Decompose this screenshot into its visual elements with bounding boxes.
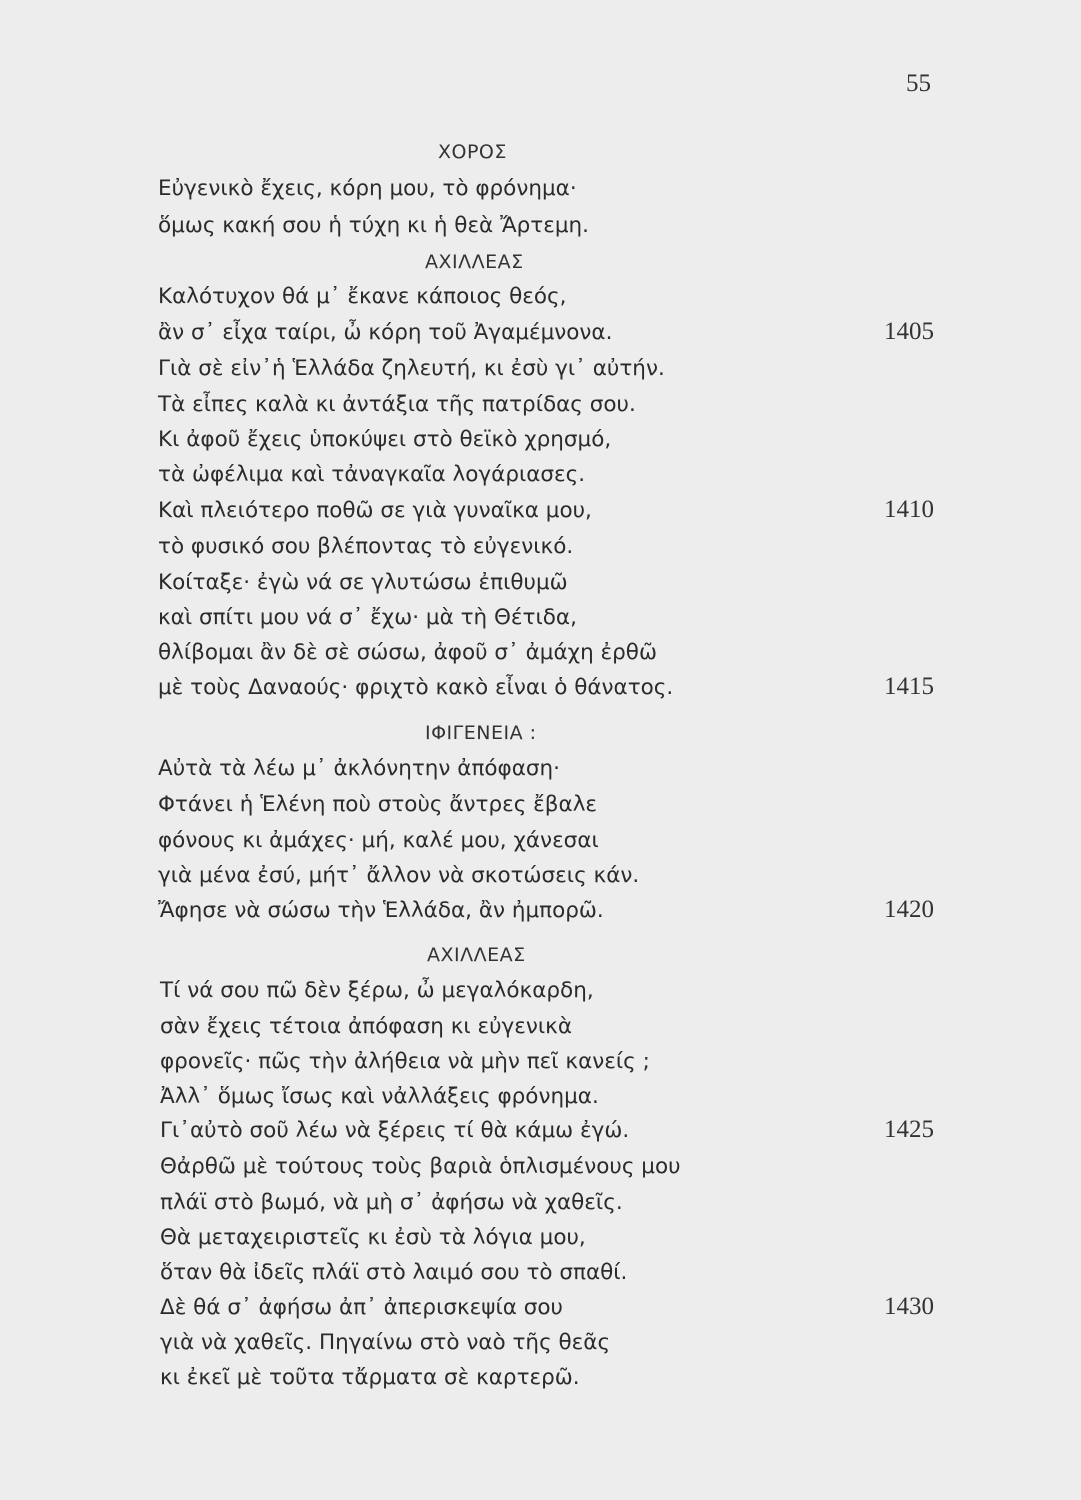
verse-line: Γι᾽αὐτὸ σοῦ λέω νὰ ξέρεις τί θὰ κάμω ἐγώ.	[160, 1118, 630, 1143]
verse-line: Φτάνει ἡ Ἑλένη ποὺ στοὺς ἄντρες ἔβαλε	[158, 792, 598, 817]
verse-line: φόνους κι ἀμάχες· μή, καλέ μου, χάνεσαι	[158, 828, 599, 853]
verse-line: γιὰ μένα ἐσύ, μήτ᾽ ἄλλον νὰ σκοτώσεις κάν.	[158, 863, 640, 888]
verse-line: γιὰ νὰ χαθεῖς. Πηγαίνω στὸ ναὸ τῆς θεᾶς	[160, 1330, 611, 1355]
speaker-heading: ΑΧΙΛΛΕΑΣ	[425, 251, 524, 273]
line-number: 1410	[884, 496, 934, 523]
verse-line: Εὐγενικὸ ἔχεις, κόρη μου, τὸ φρόνημα·	[158, 176, 577, 201]
verse-line: Τί νά σου πῶ δὲν ξέρω, ὦ μεγαλόκαρδη,	[160, 978, 594, 1003]
verse-line: Τὰ εἶπες καλὰ κι ἀντάξια τῆς πατρίδας σου.	[158, 392, 636, 417]
verse-line: καὶ σπίτι μου νά σ᾽ ἔχω· μὰ τὴ Θέτιδα,	[158, 605, 577, 630]
verse-line: Καὶ πλειότερο ποθῶ σε γιὰ γυναῖκα μου,	[158, 498, 592, 523]
verse-line: ὅμως κακή σου ἡ τύχη κι ἡ θεὰ Ἄρτεμη.	[158, 213, 589, 238]
verse-line: Κι ἀφοῦ ἔχεις ὑποκύψει στὸ θεϊκὸ χρησμό,	[158, 427, 612, 452]
speaker-heading: ΙΦΙΓΕΝΕΙΑ :	[425, 722, 537, 744]
verse-line: Καλότυχον θά μ᾽ ἔκανε κάποιος θεός,	[158, 284, 567, 309]
speaker-heading: ΑΧΙΛΛΕΑΣ	[427, 944, 526, 966]
verse-line: Δὲ θά σ᾽ ἀφήσω ἀπ᾽ ἀπερισκεψία σου	[160, 1295, 563, 1320]
verse-line: ἂν σ᾽ εἶχα ταίρι, ὦ κόρη τοῦ Ἀγαμέμνονα.	[158, 320, 613, 345]
verse-line: τὸ φυσικό σου βλέποντας τὸ εὐγενικό.	[158, 534, 574, 559]
line-number: 1425	[884, 1116, 934, 1143]
verse-line: φρονεῖς· πῶς τὴν ἀλήθεια νὰ μὴν πεῖ κανείς ;	[160, 1049, 650, 1074]
verse-line: πλάϊ στὸ βωμό, νὰ μὴ σ᾽ ἀφήσω νὰ χαθεῖς.	[160, 1190, 623, 1215]
line-number: 1415	[884, 673, 934, 700]
speaker-heading: ΧΟΡΟΣ	[438, 141, 507, 163]
verse-line: κι ἐκεῖ μὲ τοῦτα τἄρματα σὲ καρτερῶ.	[160, 1365, 580, 1390]
line-number: 1405	[884, 318, 934, 345]
line-number: 1420	[884, 896, 934, 923]
verse-line: Θἀρθῶ μὲ τούτους τοὺς βαριὰ ὁπλισμένους μου	[160, 1154, 681, 1179]
verse-line: μὲ τοὺς Δαναούς· φριχτὸ κακὸ εἶναι ὁ θάνατος.	[158, 675, 674, 700]
verse-line: Θὰ μεταχειριστεῖς κι ἐσὺ τὰ λόγια μου,	[160, 1225, 586, 1250]
page-number: 55	[906, 70, 931, 97]
verse-line: σὰν ἔχεις τέτοια ἀπόφαση κι εὐγενικὰ	[160, 1014, 573, 1039]
verse-line: θλίβομαι ἂν δὲ σὲ σώσω, ἀφοῦ σ᾽ ἀμάχη ἐρθῶ	[158, 640, 657, 665]
verse-line: Κοίταξε· ἐγὼ νά σε γλυτώσω ἐπιθυμῶ	[158, 570, 568, 595]
verse-line: ὅταν θὰ ἰδεῖς πλάϊ στὸ λαιμό σου τὸ σπαθί.	[160, 1260, 628, 1285]
line-number: 1430	[884, 1293, 934, 1320]
verse-line: τὰ ὠφέλιμα καὶ τἀναγκαῖα λογάριασες.	[158, 462, 586, 487]
verse-line: Γιὰ σὲ εἰν᾽ἡ Ἑλλάδα ζηλευτή, κι ἐσὺ γι᾽ αὐτήν.	[158, 356, 665, 381]
verse-line: Ἄφησε νὰ σώσω τὴν Ἑλλάδα, ἂν ἠμπορῶ.	[158, 898, 604, 923]
verse-line: Αὐτὰ τὰ λέω μ᾽ ἀκλόνητην ἀπόφαση·	[158, 756, 560, 781]
verse-line: Ἀλλ᾽ ὅμως ἴσως καὶ νἀλλάξεις φρόνημα.	[160, 1084, 599, 1109]
